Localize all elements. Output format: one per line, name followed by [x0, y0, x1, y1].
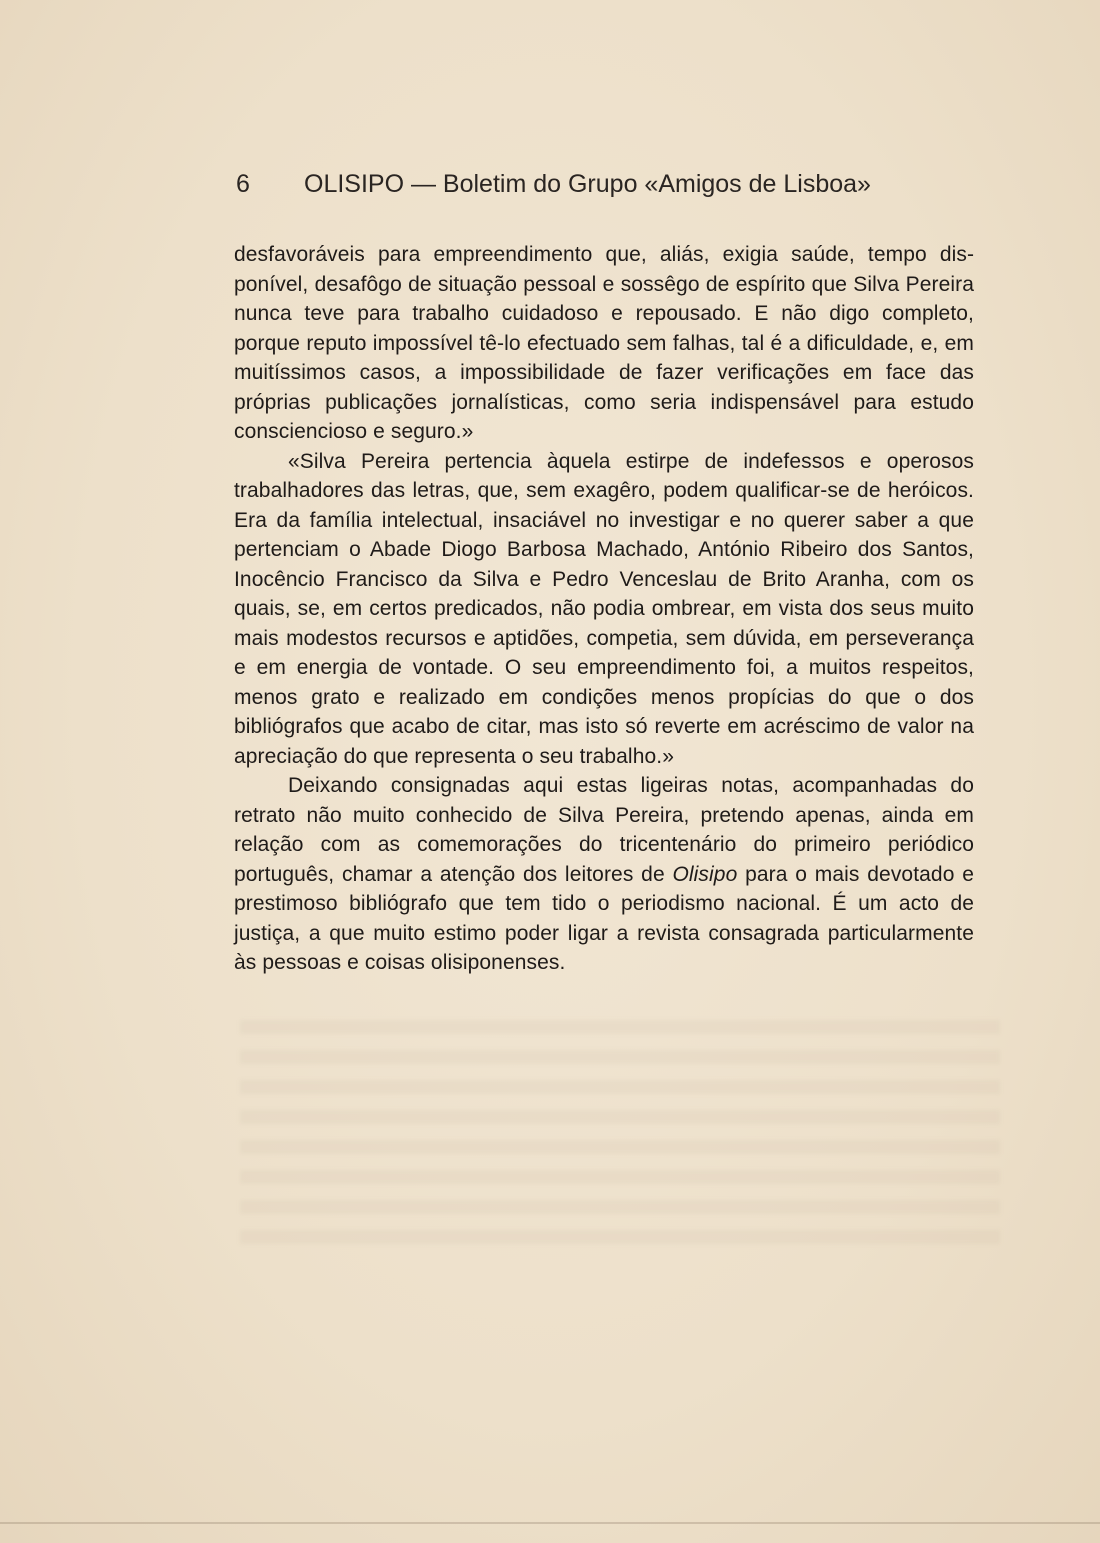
paragraph-2: «Silva Pereira pertencia àquela estirpe de indefessos e operosos trabalhadores das letras, que, sem exagêro, podem qualificar-se de heróicos. Era da família intelectual, insaciável no investigar e no querer saber a que pertenciam o Abade Diogo Barbosa Machado, António Ribeiro dos Santos, Inocêncio Francisco da Silva e Pedro Venceslau de Brito Aranha, com os quais, se, em certos predicados, não podia ombrear, em vista dos seus muito mais modestos recursos e aptidões, competia, sem dúvida, em perseverança e em energia de vontade. O seu empreendimento foi, a muitos respeitos, menos grato e realizado em condições menos propícias do que o dos bibliógrafos que acabo de citar, mas isto só reverte em acréscimo de valor na apreciação do que representa o seu trabalho.» [234, 449, 974, 768]
paragraph-3-journal-name: Olisipo [672, 862, 738, 886]
paragraph-3-part-2: para o mais devotado e prestimoso bibliógrafo que tem tido o periodismo nacional. É um acto de justiça, a que muito estimo poder ligar a revista consagrada particularmente às pessoas e coisas olisiponenses. [234, 862, 974, 974]
journal-title: OLISIPO — Boletim do Grupo «Amigos de Lisboa» [304, 170, 871, 198]
show-through-bleed [240, 1020, 1000, 1250]
paragraph-1: desfavoráveis para empreendimento que, aliás, exigia saúde, tempo disponível, desafôgo de situação pessoal e sossêgo de espírito que Silva Pereira nunca teve para trabalho cuidadoso e repousado. E não digo completo, porque reputo impossível tê-lo efectuado sem falhas, tal é a dificuldade, e, em muitíssimos casos, a impossibilidade de fazer verificações em face das próprias publicações jornalísticas, como seria indispensável para estudo consciencioso e seguro.» [234, 243, 974, 443]
page-number: 6 [236, 170, 250, 198]
text-block [234, 240, 974, 978]
paragraph-3-part-1: Deixando consignadas aqui estas ligeiras notas, acompanhadas do retrato não muito conhecido de Silva Pereira, pretendo apenas, ainda em relação com as comemorações do tricentenário do primeiro periódico português, chamar a atenção dos leitores de [234, 774, 974, 886]
running-head [232, 166, 972, 206]
page-bottom-edge [0, 1522, 1100, 1524]
paragraph-3 [234, 771, 974, 978]
